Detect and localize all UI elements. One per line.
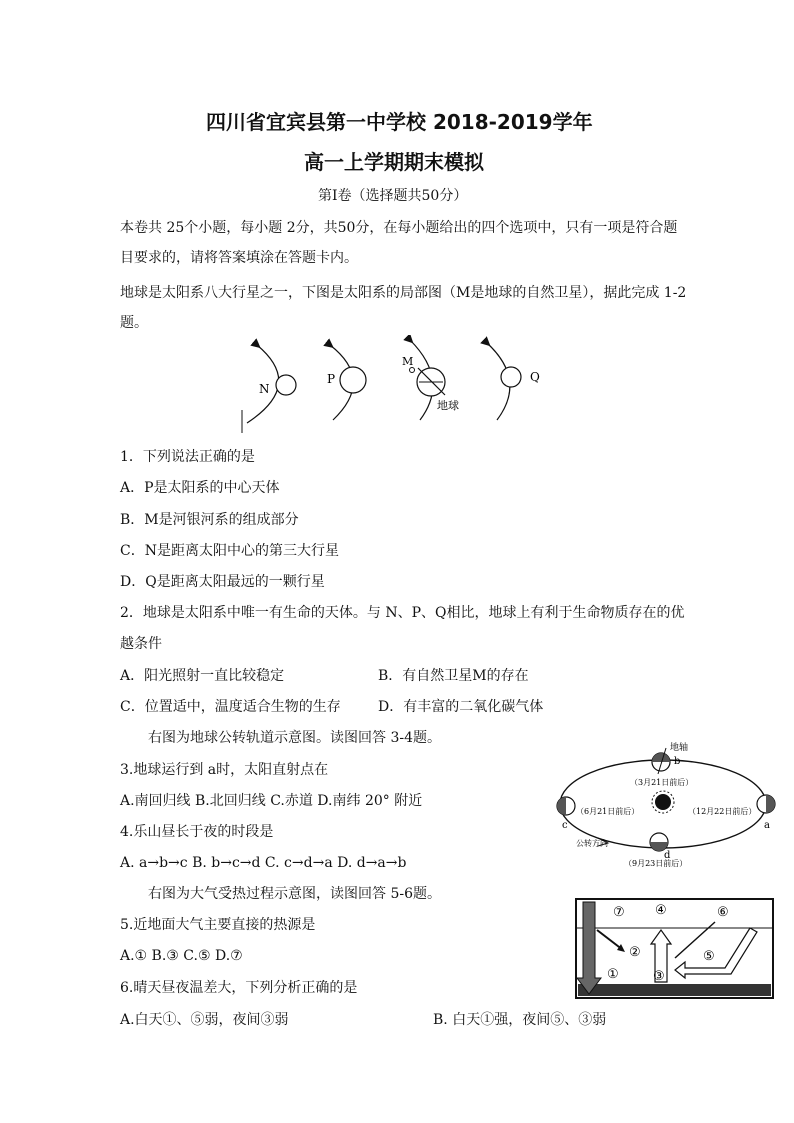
label-dec22: （12月22日前后） <box>688 807 757 816</box>
q2-option-a: A．阳光照射一直比较稳定 <box>120 668 285 684</box>
intro-line-1: 本卷共 25个小题，每小题 2分，共50分，在每小题给出的四个选项中，只有一项是符合题 <box>120 220 678 236</box>
label-c: c <box>562 820 568 831</box>
section-heading: 第Ⅰ卷（选择题共50分） <box>318 188 468 204</box>
q12-stem-line-1: 地球是太阳系八大行星之一，下图是太阳系的局部图（M是地球的自然卫星），据此完成 1-2 <box>120 285 687 301</box>
num-4: ④ <box>655 903 667 918</box>
num-2: ② <box>629 945 641 960</box>
q4-options: A. a→b→c B. b→c→d C. c→d→a D. d→a→b <box>120 855 407 871</box>
label-n: N <box>259 382 270 396</box>
q5-options: A.① B.③ C.⑤ D.⑦ <box>120 948 243 964</box>
page-title: 四川省宜宾县第一中学校 2018-2019学年 <box>206 110 593 134</box>
page-subtitle: 高一上学期期末模拟 <box>304 150 484 174</box>
q56-stem: 右图为大气受热过程示意图，读图回答 5-6题。 <box>148 886 441 902</box>
num-7: ⑦ <box>613 905 625 920</box>
planet-n <box>276 375 296 395</box>
sun-icon <box>652 791 674 813</box>
label-p: P <box>327 372 336 386</box>
axis-label: 地轴 <box>670 743 689 753</box>
q6-option-b: B. 白天①强，夜间⑤、③弱 <box>433 1012 607 1028</box>
q2-stem-line-1: 2．地球是太阳系中唯一有生命的天体。与 N、P、Q相比，地球上有利于生命物质存在的优 <box>120 605 685 621</box>
planet-p <box>340 367 366 393</box>
q2-option-b: B．有自然卫星M的存在 <box>378 668 529 684</box>
ground <box>578 984 771 996</box>
num-6: ⑥ <box>717 905 729 920</box>
q2-stem-line-2: 越条件 <box>120 636 162 652</box>
planet-q <box>501 367 521 387</box>
q2-option-c: C．位置适中，温度适合生物的生存 <box>120 699 341 715</box>
earth-orbit-figure <box>548 742 788 870</box>
q6-stem: 6.晴天昼夜温差大，下列分析正确的是 <box>120 980 358 996</box>
moon <box>410 368 415 373</box>
label-b: b <box>674 756 681 767</box>
earth-c-shade <box>557 797 566 815</box>
q1-stem: 1．下列说法正确的是 <box>120 449 255 465</box>
label-mar21: （3月21日前后） <box>630 778 694 787</box>
q3-options: A.南回归线 B.北回归线 C.赤道 D.南纬 20° 附近 <box>120 793 423 809</box>
solar-system-figure <box>235 335 560 435</box>
q1-option-a: A．P是太阳系的中心天体 <box>120 480 280 496</box>
earth-b-shade <box>652 753 670 762</box>
q6-option-a: A.白天①、⑤弱，夜间③弱 <box>120 1012 289 1028</box>
q4-stem: 4.乐山昼长于夜的时段是 <box>120 824 274 840</box>
q2-option-d: D．有丰富的二氧化碳气体 <box>378 699 544 715</box>
label-earth: 地球 <box>437 399 459 412</box>
label-jun21: （6月21日前后） <box>576 807 640 816</box>
label-m: M <box>402 355 414 368</box>
intro-line-2: 目要求的，请将答案填涂在答题卡内。 <box>120 250 358 266</box>
q5-stem: 5.近地面大气主要直接的热源是 <box>120 917 316 933</box>
num-3: ③ <box>653 969 665 984</box>
label-q: Q <box>530 370 540 384</box>
q1-option-c: C．N是距离太阳中心的第三大行星 <box>120 543 339 559</box>
q1-option-d: D．Q是距离太阳最远的一颗行星 <box>120 574 325 590</box>
atmosphere-heating-figure <box>575 898 775 1000</box>
q3-stem: 3.地球运行到 a时，太阳直射点在 <box>120 762 329 778</box>
q1-option-b: B．M是河银河系的组成部分 <box>120 512 299 528</box>
q34-stem: 右图为地球公转轨道示意图。读图回答 3-4题。 <box>148 730 441 746</box>
label-d: d <box>664 850 671 861</box>
num-5: ⑤ <box>703 949 715 964</box>
earth-a-shade <box>766 795 775 813</box>
num-1: ① <box>607 967 619 982</box>
label-sep23: （9月23日前后） <box>624 859 688 868</box>
label-a: a <box>764 820 770 831</box>
label-direction: 公转方向 <box>576 839 608 848</box>
q12-stem-line-2: 题。 <box>120 315 148 331</box>
